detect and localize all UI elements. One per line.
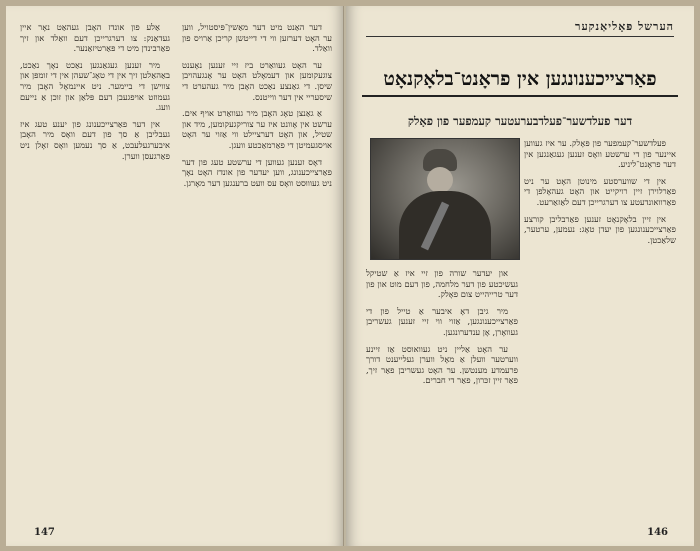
left-page	[6, 6, 344, 546]
paragraph: ער האָט געוואַרט ביז זיי זענען נאָענט צוגעקומען און דעמאָלט האָט ער אָנגעהויבן שיסן. די גאַנצע נאַכט האָבן מיר געהערט די שיסעריי אין דער ווייטנס.	[182, 59, 332, 102]
page-number-right: 146	[647, 527, 668, 538]
paragraph: ער האָט אַליין ניט געוואוסט אַז זיינע ווערטער וועלן אַ מאָל ווערן געלייענט דורך פרעמדע מענטשן. ער האָט געשריבן פאַר זיך, פאַר זיין זכּרון, פאַר די חברים.	[366, 343, 518, 386]
paragraph: און יעדער שורה פון זיי איז אַ שטיקל געשיכטע פון דער מלחמה, פון דעם מוט און פון דער טרייהייט צום פאָלק.	[366, 268, 518, 300]
paragraph: דאָס זענען געווען די ערשטע טעג פון דער פאַרצייכענונג, ווען יעדער פון אונדז האָט נאָך ניט געוווּסט וואָס עס וועט ברענגען דער מאָרגן.	[182, 156, 332, 188]
paragraph: פעלדשער־קעמפער פון פּאָלק. ער איז געווען איינער פון די ערשטע וואָס זענען געגאַנגען אין דער פראָנט־ליניע.	[524, 138, 676, 170]
running-head: הערשל פּאָליאַנקער	[366, 20, 674, 37]
paragraph: אַ גאַנצן טאָג האָבן מיר געוואַרט אויף אים. ערשט אין אָוונט איז ער צוריקגעקומען, מיד און שטיל, און האָט דערציילט ווי אַזוי ער האָט אויסגעמיטן די פאַרמאַכטע וועגן.	[182, 108, 332, 150]
page-number-left: 147	[34, 527, 55, 538]
paragraph: מיר גיבן דאָ איבער אַ טייל פון די פאַרצייכענונגען, אַזוי ווי זיי זענען געשריבן געוואָרן, אָן ענדערונגען.	[366, 305, 518, 337]
right-page-column-1	[524, 138, 676, 518]
paragraph: אין די שווערסטע מינוטן האָט ער ניט פאַרלוירן זיין רויקייט און האָט געהאָלפן די פאַרוואונדעטע צו דערגרייכן דעם לאַזאַרעט.	[524, 175, 676, 207]
paragraph: אין זיין בלאָקנאָט זענען פאַרבליבן קורצע פאַרצייכענונגען פון יעדן טאָג: נעמען, ערטער, שלאַכטן.	[524, 213, 676, 245]
right-page	[346, 6, 694, 546]
photo-coat	[399, 191, 491, 260]
left-page-column-1	[20, 22, 170, 512]
article-title: פאַרצייכענונגען אין פראָנט־בלאָקנאָט	[362, 68, 678, 97]
article-byline: דער פעלדשער־פעלדבערעטער קעמפער פון פאָלק	[407, 114, 633, 128]
paragraph: אין דער פאַרצייכענונג פון יענע טעג איז געבליבן אַ סך פון דעם וואָס מיר האָבן איבערגעלעבט, אַ סך נעמען וואָס זאָלן ניט פאַרגעסן ווערן.	[20, 118, 170, 161]
right-page-column-2	[366, 268, 518, 518]
paragraph: דער האַנט מיט דער מאַשין־פּיסטויל, ווען ער האָט דערזען ווי די דייטשן קריכן אַרויס פון וואַלד.	[182, 22, 332, 54]
left-page-column-2	[182, 22, 332, 512]
paragraph: אַלע פון אונדז האָבן געהאַט נאָר איין געדאַנק: צו דערגרייכן דעם וואַלד און זיך פאַרבינדן מיט די פּאַרטיזאַנער.	[20, 22, 170, 54]
paragraph: מיר זענען געגאַנגען נאַכט נאָך נאַכט, באַהאַלטן זיך אין די טאָג־שעהן אין די זומפּן און צווישן די ביימער. ניט איינמאָל האָבן מיר געמוזט אויפגעבן דעם פּלאַן און זוכן אַ נייעם וועג.	[20, 59, 170, 113]
soldier-photo	[370, 138, 520, 260]
photo-face	[427, 167, 453, 193]
